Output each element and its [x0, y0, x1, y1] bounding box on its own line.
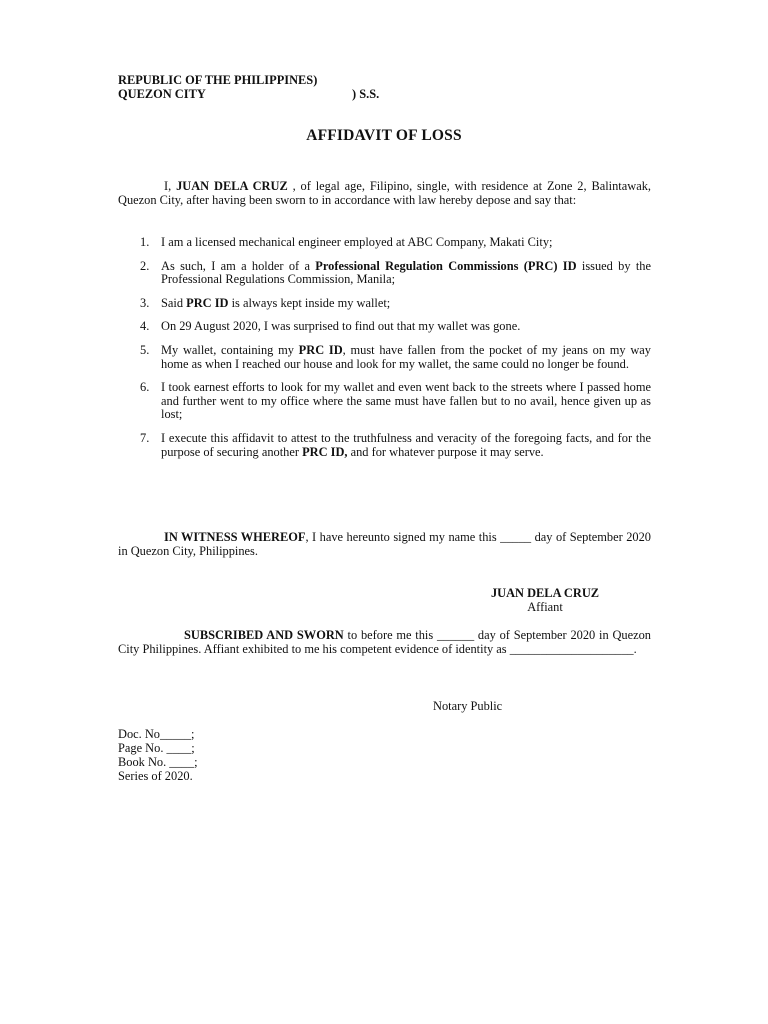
page-number: Page No. ____; [118, 741, 195, 755]
sworn-lead: SUBSCRIBED AND SWORN [184, 628, 344, 642]
statement-text: Said [161, 295, 187, 310]
affiant-role: Affiant [527, 599, 563, 614]
notary-public-label: Notary Public [433, 699, 503, 713]
intro-prefix: I, [164, 179, 177, 193]
statement-item [118, 297, 651, 311]
header-ss: ) S.S. [352, 87, 380, 101]
statement-number: 1. [140, 235, 150, 249]
statement-number: 5. [140, 342, 150, 357]
witness-rest: , I have hereunto signed my name this _____ day of September 2020 in Quezon City, Philippines. [118, 530, 652, 558]
statement-item [118, 381, 651, 422]
statement-text: I execute this affidavit to attest to the truthfulness and veracity of the foregoing facts, and for the purpose of securing another [161, 430, 651, 459]
numbered-statements [118, 236, 651, 469]
affiant-signature-block [470, 587, 620, 614]
series-year: Series of 2020. [118, 769, 193, 783]
statement-emphasis: PRC ID [186, 295, 229, 310]
statement-number: 4. [140, 319, 150, 334]
statement-emphasis: Professional Regulation Commissions (PRC) ID [315, 258, 577, 273]
statement-text: is always kept inside my wallet; [228, 295, 391, 310]
witness-lead: IN WITNESS WHEREOF [164, 530, 306, 544]
header-city: QUEZON CITY [118, 87, 206, 101]
statement-text: As such, I am a holder of a [161, 258, 316, 273]
witness-paragraph [118, 531, 651, 558]
book-number: Book No. ____; [118, 755, 198, 769]
statement-emphasis: PRC ID, [302, 444, 348, 459]
statement-text: I took earnest efforts to look for my wallet and even went back to the streets where I passed home and further went to my office where the same must have fallen but to no avail, hence given up as lost; [161, 380, 651, 422]
statement-number: 2. [140, 258, 150, 273]
statement-item [118, 432, 651, 459]
statement-item [118, 236, 651, 250]
statement-number: 7. [140, 430, 150, 445]
intro-rest: , of legal age, Filipino, single, with residence at Zone 2, Balintawak, Quezon City, after having been sworn to in accordance with law hereby depose and say that: [118, 179, 651, 207]
statement-item [118, 320, 651, 334]
statement-text: My wallet, containing my [161, 342, 299, 357]
sworn-rest: to before me this ______ day of September 2020 in Quezon City Philippines. Affiant exhibited to me his competent evidence of identity as ____________________. [118, 628, 651, 656]
statement-emphasis: PRC ID [298, 342, 343, 357]
document-title: AFFIDAVIT OF LOSS [306, 127, 462, 144]
header-republic: REPUBLIC OF THE PHILIPPINES) [118, 73, 318, 87]
statement-item [118, 260, 651, 287]
statement-item [118, 344, 651, 371]
doc-number: Doc. No_____; [118, 727, 195, 741]
intro-paragraph [118, 180, 651, 207]
statement-number: 3. [140, 295, 150, 310]
statement-text: , must have fallen from the pocket of my jeans on my way home as when I reached our house and look for my wallet, the same could no longer be found. [161, 342, 651, 371]
affiant-name: JUAN DELA CRUZ [490, 586, 600, 600]
affiant-name-inline: JUAN DELA CRUZ [176, 179, 288, 193]
statement-number: 6. [140, 380, 150, 395]
statement-text: and for whatever purpose it may serve. [347, 444, 544, 459]
statement-text: issued by the Professional Regulations Commission, Manila; [161, 258, 651, 287]
statement-text: I am a licensed mechanical engineer employed at ABC Company, Makati City; [161, 235, 553, 249]
statement-text: On 29 August 2020, I was surprised to find out that my wallet was gone. [161, 319, 521, 334]
sworn-paragraph [118, 629, 651, 656]
